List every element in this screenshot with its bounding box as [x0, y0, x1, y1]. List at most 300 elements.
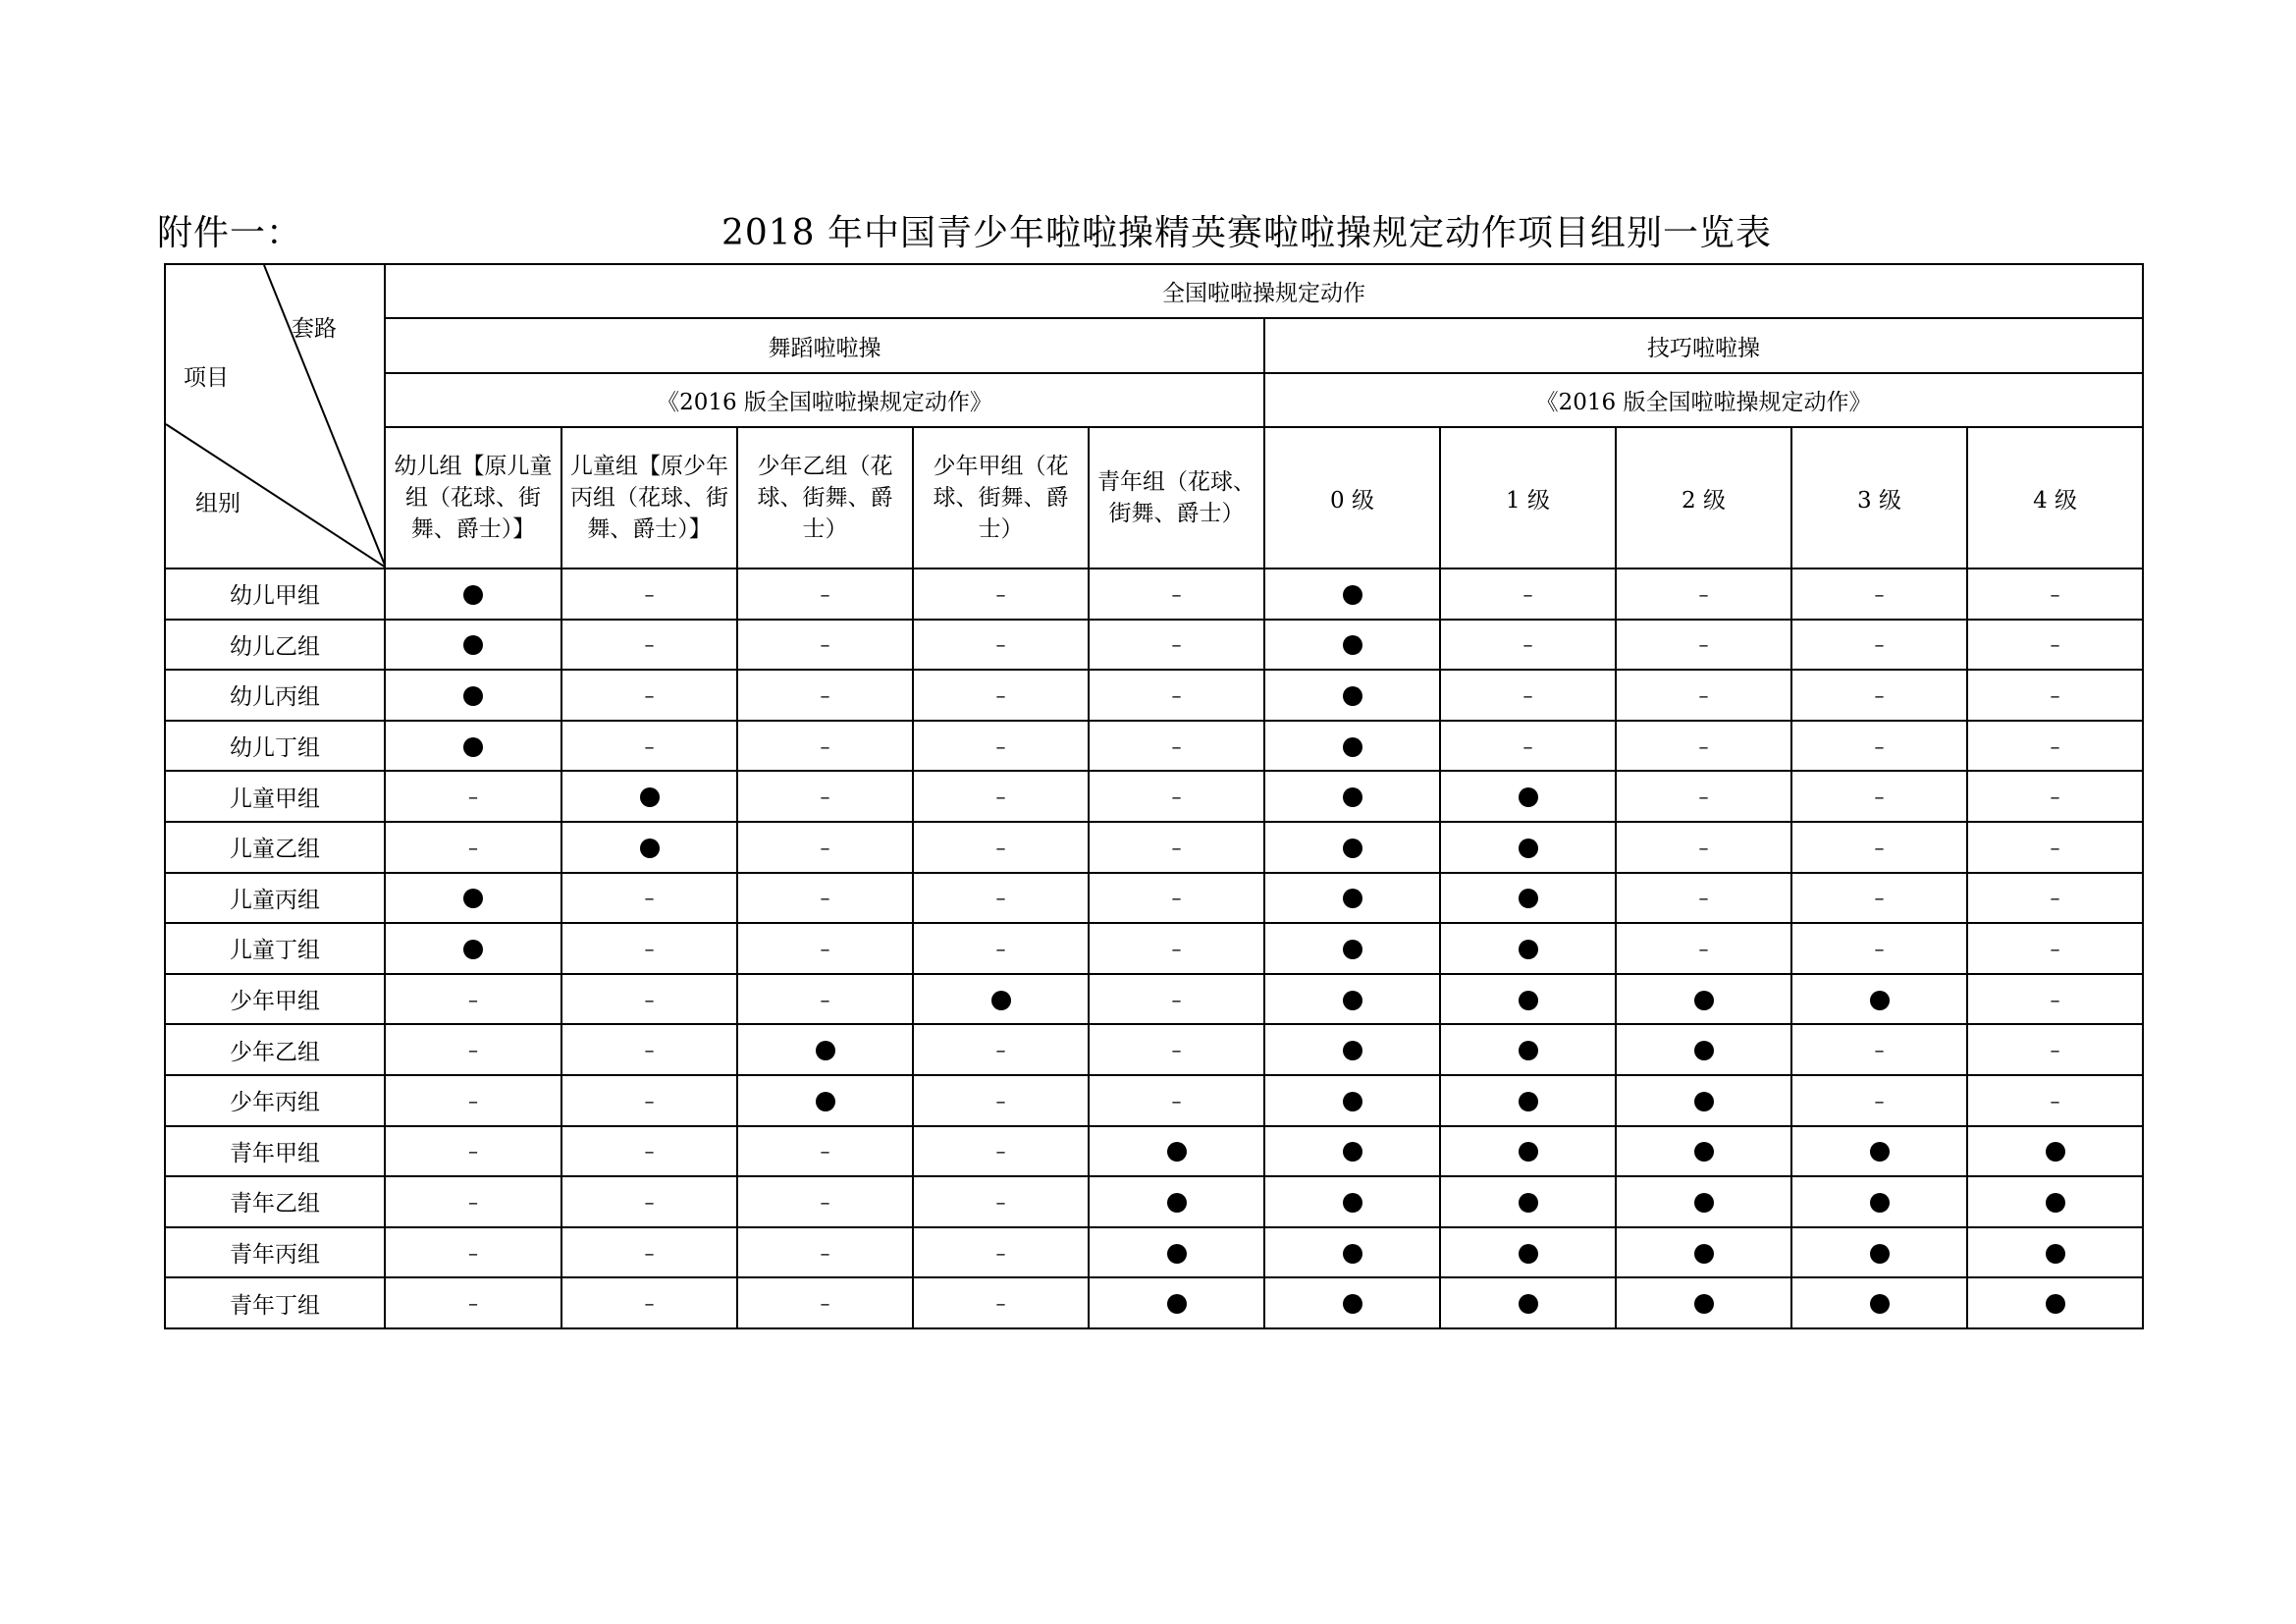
filled-dot-icon	[1519, 1092, 1538, 1111]
filled-dot-icon	[1870, 1142, 1890, 1162]
cell-not-included	[561, 620, 737, 671]
table-row	[165, 822, 2143, 873]
filled-dot-icon	[1519, 991, 1538, 1010]
column-header-level-1: 1 级	[1440, 427, 1616, 568]
column-header-level-2: 2 级	[1616, 427, 1791, 568]
cell-not-included	[561, 1277, 737, 1328]
filled-dot-icon	[1694, 1193, 1714, 1213]
corner-header-cell	[165, 264, 385, 568]
dash-mark: –	[468, 1189, 478, 1214]
cell-not-included	[561, 568, 737, 620]
row-group-label: 青年丙组	[165, 1227, 385, 1278]
dash-mark: –	[1522, 733, 1533, 758]
row-group-label: 青年甲组	[165, 1126, 385, 1177]
filled-dot-icon	[2046, 1142, 2065, 1162]
cell-not-included	[913, 1176, 1089, 1227]
dash-mark: –	[820, 1291, 830, 1316]
dash-mark: –	[1171, 835, 1182, 859]
dash-mark: –	[644, 682, 655, 707]
filled-dot-icon	[1343, 1193, 1362, 1213]
cell-not-included	[385, 1176, 561, 1227]
cell-included	[1264, 923, 1440, 974]
cell-included	[1791, 1227, 1967, 1278]
cell-included	[1264, 568, 1440, 620]
row-group-label: 幼儿甲组	[165, 568, 385, 620]
dash-mark: –	[468, 1139, 478, 1164]
column-header-level-4: 4 级	[1967, 427, 2143, 568]
cell-not-included	[1089, 620, 1264, 671]
row-group-label: 儿童甲组	[165, 771, 385, 822]
cell-not-included	[913, 771, 1089, 822]
filled-dot-icon	[1519, 940, 1538, 959]
dash-mark: –	[820, 1240, 830, 1265]
cell-not-included	[737, 974, 913, 1025]
table-row	[165, 721, 2143, 772]
dash-mark: –	[468, 987, 478, 1011]
dash-mark: –	[820, 835, 830, 859]
dash-mark: –	[1171, 1088, 1182, 1112]
cell-not-included	[913, 1024, 1089, 1075]
row-group-label: 儿童乙组	[165, 822, 385, 873]
cell-not-included	[1967, 873, 2143, 924]
cell-included	[385, 568, 561, 620]
dash-mark: –	[2050, 987, 2060, 1011]
corner-label-item: 项目	[184, 365, 229, 391]
filled-dot-icon	[1870, 1193, 1890, 1213]
cell-not-included	[561, 1227, 737, 1278]
cell-not-included	[737, 721, 913, 772]
dash-mark: –	[820, 733, 830, 758]
dash-mark: –	[1698, 632, 1709, 657]
dash-mark: –	[468, 835, 478, 859]
dash-mark: –	[644, 1291, 655, 1316]
table-row	[165, 873, 2143, 924]
filled-dot-icon	[1870, 1294, 1890, 1314]
cell-not-included	[1791, 568, 1967, 620]
filled-dot-icon	[1167, 1294, 1187, 1314]
header-national-routines: 全国啦啦操规定动作	[385, 264, 2143, 318]
corner-diagonal-lines	[166, 265, 385, 568]
row-group-label: 幼儿乙组	[165, 620, 385, 671]
table-row	[165, 620, 2143, 671]
dash-mark: –	[2050, 936, 2060, 960]
filled-dot-icon	[1343, 585, 1362, 605]
cell-not-included	[1440, 721, 1616, 772]
filled-dot-icon	[1694, 1294, 1714, 1314]
cell-included	[1264, 1126, 1440, 1177]
cell-not-included	[1616, 670, 1791, 721]
filled-dot-icon	[463, 889, 483, 908]
row-group-label: 少年乙组	[165, 1024, 385, 1075]
filled-dot-icon	[1694, 1041, 1714, 1060]
cell-included	[1440, 923, 1616, 974]
cell-not-included	[385, 1075, 561, 1126]
row-group-label: 儿童丁组	[165, 923, 385, 974]
cell-not-included	[1791, 670, 1967, 721]
cell-included	[1967, 1176, 2143, 1227]
cell-not-included	[1089, 822, 1264, 873]
cell-included	[1264, 1075, 1440, 1126]
dash-mark: –	[1171, 632, 1182, 657]
dash-mark: –	[820, 1189, 830, 1214]
dash-mark: –	[995, 936, 1006, 960]
cell-not-included	[737, 568, 913, 620]
cell-not-included	[913, 721, 1089, 772]
dash-mark: –	[1171, 785, 1182, 809]
filled-dot-icon	[1519, 787, 1538, 807]
cell-included	[1791, 974, 1967, 1025]
cell-not-included	[913, 873, 1089, 924]
dash-mark: –	[1171, 1038, 1182, 1062]
filled-dot-icon	[1694, 1092, 1714, 1111]
row-group-label: 儿童丙组	[165, 873, 385, 924]
dash-mark: –	[644, 886, 655, 910]
cell-included	[1440, 771, 1616, 822]
cell-not-included	[1967, 670, 2143, 721]
table-row	[165, 1227, 2143, 1278]
cell-included	[1264, 1227, 1440, 1278]
cell-included	[1264, 771, 1440, 822]
row-group-label: 青年丁组	[165, 1277, 385, 1328]
filled-dot-icon	[1694, 991, 1714, 1010]
cell-included	[1264, 1176, 1440, 1227]
dash-mark: –	[995, 1189, 1006, 1214]
cell-not-included	[1089, 873, 1264, 924]
cell-included	[1440, 822, 1616, 873]
dash-mark: –	[995, 1240, 1006, 1265]
cell-not-included	[385, 1126, 561, 1177]
header-dance-reference: 《2016 版全国啦啦操规定动作》	[385, 373, 1264, 427]
column-header-dance-0: 幼儿组【原儿童组（花球、街舞、爵士）】	[385, 427, 561, 568]
cell-not-included	[1089, 1075, 1264, 1126]
dash-mark: –	[1698, 936, 1709, 960]
dash-mark: –	[644, 1139, 655, 1164]
dash-mark: –	[995, 1038, 1006, 1062]
corner-label-routine: 套路	[292, 316, 337, 342]
cell-not-included	[913, 822, 1089, 873]
filled-dot-icon	[1167, 1193, 1187, 1213]
cell-not-included	[737, 822, 913, 873]
cell-not-included	[385, 822, 561, 873]
dash-mark: –	[2050, 1088, 2060, 1112]
dash-mark: –	[995, 785, 1006, 809]
cell-included	[1264, 670, 1440, 721]
dash-mark: –	[995, 682, 1006, 707]
filled-dot-icon	[1343, 787, 1362, 807]
filled-dot-icon	[640, 839, 660, 858]
cell-included	[385, 873, 561, 924]
cell-not-included	[561, 1075, 737, 1126]
dash-mark: –	[995, 886, 1006, 910]
cell-included	[737, 1024, 913, 1075]
cell-not-included	[737, 1176, 913, 1227]
cell-not-included	[737, 1126, 913, 1177]
cell-not-included	[385, 1024, 561, 1075]
filled-dot-icon	[1870, 991, 1890, 1010]
filled-dot-icon	[1519, 1142, 1538, 1162]
header-skill-reference: 《2016 版全国啦啦操规定动作》	[1264, 373, 2143, 427]
dash-mark: –	[1171, 733, 1182, 758]
cell-included	[1616, 1075, 1791, 1126]
dash-mark: –	[1874, 785, 1885, 809]
table-row	[165, 923, 2143, 974]
column-header-level-3: 3 级	[1791, 427, 1967, 568]
filled-dot-icon	[1519, 1041, 1538, 1060]
column-header-level-0: 0 级	[1264, 427, 1440, 568]
filled-dot-icon	[640, 787, 660, 807]
table-row	[165, 670, 2143, 721]
cell-not-included	[1791, 822, 1967, 873]
dash-mark: –	[820, 1139, 830, 1164]
cell-not-included	[1440, 620, 1616, 671]
cell-included	[1264, 974, 1440, 1025]
dash-mark: –	[995, 733, 1006, 758]
cell-included	[561, 822, 737, 873]
row-group-label: 青年乙组	[165, 1176, 385, 1227]
column-header-dance-1: 儿童组【原少年丙组（花球、街舞、爵士）】	[561, 427, 737, 568]
dash-mark: –	[2050, 733, 2060, 758]
cell-not-included	[1967, 721, 2143, 772]
cell-not-included	[1967, 923, 2143, 974]
cell-not-included	[1791, 1075, 1967, 1126]
cell-not-included	[1616, 923, 1791, 974]
dash-mark: –	[644, 936, 655, 960]
cell-not-included	[561, 721, 737, 772]
dash-mark: –	[1874, 632, 1885, 657]
dash-mark: –	[644, 987, 655, 1011]
cell-included	[1089, 1277, 1264, 1328]
cell-not-included	[737, 923, 913, 974]
table-row	[165, 1277, 2143, 1328]
cell-included	[1089, 1126, 1264, 1177]
filled-dot-icon	[816, 1092, 835, 1111]
filled-dot-icon	[1343, 737, 1362, 757]
dash-mark: –	[820, 785, 830, 809]
cell-not-included	[1616, 568, 1791, 620]
dash-mark: –	[644, 1240, 655, 1265]
cell-not-included	[737, 620, 913, 671]
dash-mark: –	[1171, 886, 1182, 910]
filled-dot-icon	[816, 1041, 835, 1060]
dash-mark: –	[644, 1189, 655, 1214]
dash-mark: –	[2050, 682, 2060, 707]
cell-not-included	[1791, 620, 1967, 671]
cell-not-included	[1967, 620, 2143, 671]
filled-dot-icon	[463, 686, 483, 706]
filled-dot-icon	[463, 635, 483, 655]
cell-included	[385, 670, 561, 721]
filled-dot-icon	[991, 991, 1011, 1010]
dash-mark: –	[1522, 581, 1533, 606]
dash-mark: –	[995, 1291, 1006, 1316]
table-row	[165, 1024, 2143, 1075]
cell-not-included	[1616, 873, 1791, 924]
cell-included	[1616, 1277, 1791, 1328]
row-group-label: 少年甲组	[165, 974, 385, 1025]
dash-mark: –	[2050, 632, 2060, 657]
dash-mark: –	[468, 1088, 478, 1112]
cell-not-included	[561, 1176, 737, 1227]
cell-not-included	[1791, 721, 1967, 772]
filled-dot-icon	[1343, 1294, 1362, 1314]
cell-included	[1616, 974, 1791, 1025]
filled-dot-icon	[1167, 1244, 1187, 1264]
cell-included	[1264, 822, 1440, 873]
row-group-label: 幼儿丁组	[165, 721, 385, 772]
dash-mark: –	[995, 1088, 1006, 1112]
cell-not-included	[385, 1227, 561, 1278]
dash-mark: –	[1874, 835, 1885, 859]
cell-not-included	[1440, 568, 1616, 620]
cell-included	[1440, 1075, 1616, 1126]
dash-mark: –	[1874, 886, 1885, 910]
cell-included	[1264, 721, 1440, 772]
filled-dot-icon	[463, 940, 483, 959]
cell-not-included	[1967, 568, 2143, 620]
cell-not-included	[1791, 923, 1967, 974]
cell-not-included	[561, 1126, 737, 1177]
filled-dot-icon	[1343, 991, 1362, 1010]
filled-dot-icon	[1343, 686, 1362, 706]
cell-included	[1967, 1277, 2143, 1328]
dash-mark: –	[2050, 1038, 2060, 1062]
dash-mark: –	[1698, 733, 1709, 758]
cell-not-included	[1089, 1024, 1264, 1075]
cell-included	[385, 620, 561, 671]
dash-mark: –	[2050, 581, 2060, 606]
filled-dot-icon	[1343, 940, 1362, 959]
dash-mark: –	[1874, 581, 1885, 606]
cell-included	[385, 721, 561, 772]
filled-dot-icon	[1343, 889, 1362, 908]
cell-included	[1089, 1176, 1264, 1227]
column-header-dance-2: 少年乙组（花球、街舞、爵士）	[737, 427, 913, 568]
cell-not-included	[561, 1024, 737, 1075]
corner-label-group: 组别	[195, 491, 240, 516]
dash-mark: –	[468, 785, 478, 809]
cell-not-included	[913, 923, 1089, 974]
dash-mark: –	[820, 682, 830, 707]
filled-dot-icon	[2046, 1244, 2065, 1264]
dash-mark: –	[995, 1139, 1006, 1164]
filled-dot-icon	[1519, 839, 1538, 858]
table-row	[165, 771, 2143, 822]
filled-dot-icon	[463, 737, 483, 757]
cell-not-included	[561, 670, 737, 721]
table-row	[165, 1176, 2143, 1227]
document-title: 2018 年中国青少年啦啦操精英赛啦啦操规定动作项目组别一览表	[721, 213, 1773, 253]
header-dance-cheer: 舞蹈啦啦操	[385, 318, 1264, 372]
cell-not-included	[1967, 771, 2143, 822]
cell-not-included	[913, 1126, 1089, 1177]
cell-included	[385, 923, 561, 974]
dash-mark: –	[820, 987, 830, 1011]
cell-not-included	[913, 568, 1089, 620]
dash-mark: –	[1698, 785, 1709, 809]
cell-not-included	[913, 670, 1089, 721]
dash-mark: –	[1522, 682, 1533, 707]
dash-mark: –	[1522, 632, 1533, 657]
table-row	[165, 568, 2143, 620]
dash-mark: –	[2050, 886, 2060, 910]
cell-not-included	[737, 1277, 913, 1328]
cell-included	[1264, 1277, 1440, 1328]
dash-mark: –	[644, 1038, 655, 1062]
filled-dot-icon	[1343, 839, 1362, 858]
cell-included	[1440, 1277, 1616, 1328]
cell-included	[561, 771, 737, 822]
dash-mark: –	[644, 581, 655, 606]
cell-included	[1264, 873, 1440, 924]
filled-dot-icon	[1519, 1193, 1538, 1213]
cell-included	[1440, 1227, 1616, 1278]
filled-dot-icon	[1343, 1092, 1362, 1111]
dash-mark: –	[1171, 936, 1182, 960]
filled-dot-icon	[1343, 1142, 1362, 1162]
cell-included	[1967, 1227, 2143, 1278]
row-group-label: 幼儿丙组	[165, 670, 385, 721]
cell-included	[1089, 1227, 1264, 1278]
dash-mark: –	[820, 886, 830, 910]
dash-mark: –	[644, 632, 655, 657]
cell-not-included	[1791, 1024, 1967, 1075]
group-table	[164, 263, 2144, 1329]
cell-not-included	[385, 771, 561, 822]
cell-not-included	[913, 1075, 1089, 1126]
cell-included	[1616, 1024, 1791, 1075]
filled-dot-icon	[1694, 1142, 1714, 1162]
dash-mark: –	[995, 835, 1006, 859]
dash-mark: –	[468, 1291, 478, 1316]
dash-mark: –	[644, 733, 655, 758]
cell-not-included	[737, 670, 913, 721]
cell-included	[1967, 1126, 2143, 1177]
cell-not-included	[561, 923, 737, 974]
cell-included	[1440, 1126, 1616, 1177]
cell-not-included	[1616, 620, 1791, 671]
cell-not-included	[1089, 923, 1264, 974]
cell-included	[1791, 1277, 1967, 1328]
dash-mark: –	[1698, 886, 1709, 910]
dash-mark: –	[468, 1240, 478, 1265]
cell-included	[1616, 1176, 1791, 1227]
cell-not-included	[1089, 721, 1264, 772]
dash-mark: –	[995, 632, 1006, 657]
cell-not-included	[913, 1227, 1089, 1278]
dash-mark: –	[1874, 1038, 1885, 1062]
cell-not-included	[913, 620, 1089, 671]
column-header-dance-3: 少年甲组（花球、街舞、爵士）	[913, 427, 1089, 568]
filled-dot-icon	[1519, 1294, 1538, 1314]
dash-mark: –	[995, 581, 1006, 606]
cell-not-included	[913, 1277, 1089, 1328]
cell-not-included	[1967, 1075, 2143, 1126]
cell-not-included	[1440, 670, 1616, 721]
dash-mark: –	[1698, 581, 1709, 606]
cell-included	[1440, 873, 1616, 924]
dash-mark: –	[820, 632, 830, 657]
dash-mark: –	[1698, 835, 1709, 859]
dash-mark: –	[1874, 682, 1885, 707]
dash-mark: –	[820, 936, 830, 960]
cell-not-included	[737, 1227, 913, 1278]
filled-dot-icon	[463, 585, 483, 605]
filled-dot-icon	[2046, 1193, 2065, 1213]
cell-not-included	[1967, 1024, 2143, 1075]
cell-included	[1264, 620, 1440, 671]
cell-not-included	[1089, 771, 1264, 822]
dash-mark: –	[1874, 936, 1885, 960]
